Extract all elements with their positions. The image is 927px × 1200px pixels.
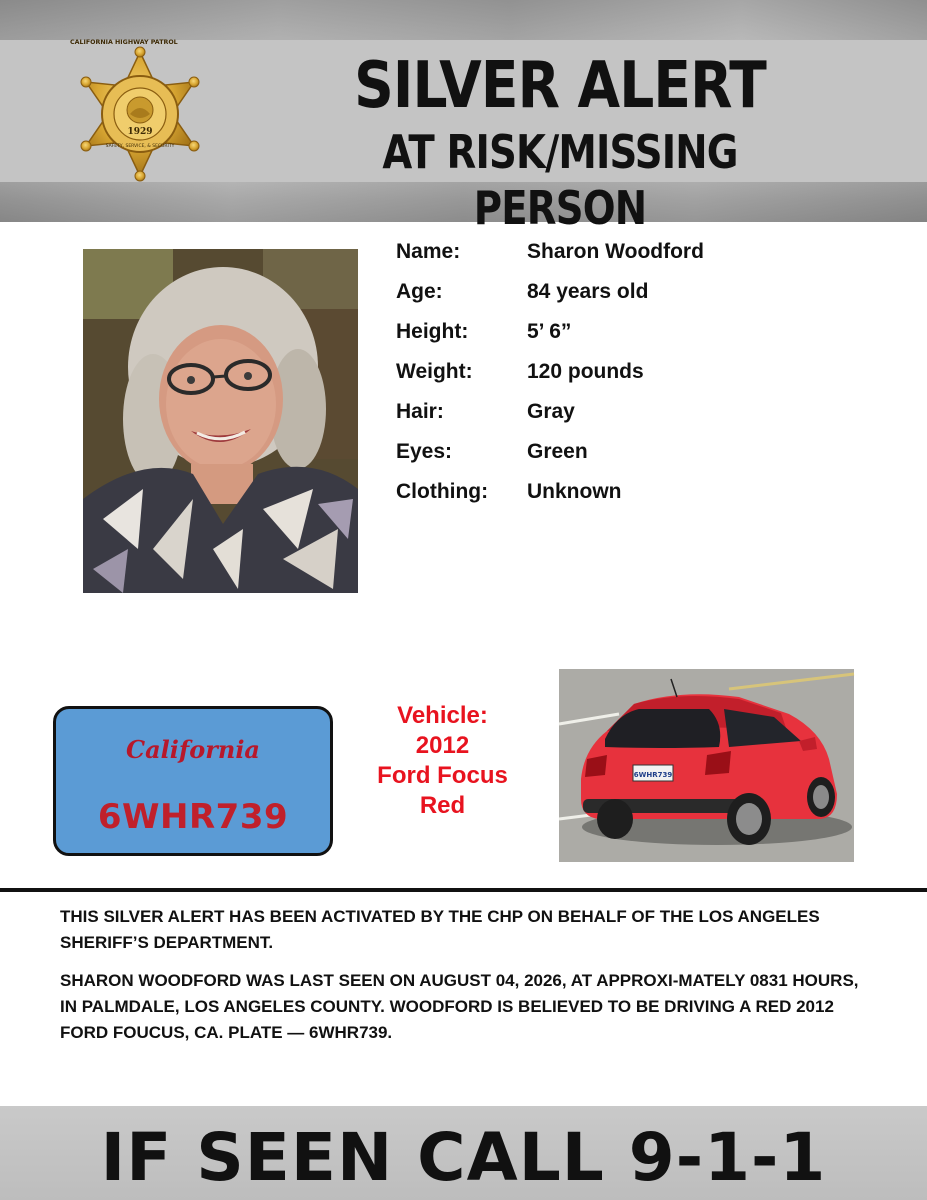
vehicle-description	[355, 701, 530, 821]
car-plate-text: 6WHR739	[633, 771, 673, 779]
vehicle-color: Red	[419, 792, 466, 819]
detail-label: Eyes:	[396, 440, 453, 463]
vehicle-heading: Vehicle:	[397, 702, 488, 729]
detail-value: Unknown	[527, 480, 622, 503]
detail-value: 84 years old	[527, 280, 649, 303]
alert-notice	[60, 904, 860, 1058]
vehicle-year: 2012	[415, 732, 470, 759]
detail-label: Hair:	[396, 400, 444, 423]
detail-value: 120 pounds	[527, 360, 644, 383]
alert-header	[0, 0, 927, 235]
badge-year: 1929	[127, 127, 153, 137]
detail-row-height	[396, 318, 876, 358]
call-banner	[0, 1106, 927, 1200]
plate-state: California	[126, 735, 260, 764]
section-divider	[0, 888, 927, 892]
detail-value: Green	[527, 440, 588, 463]
detail-label: Height:	[396, 320, 469, 343]
page-title	[250, 48, 870, 236]
detail-row-age	[396, 278, 876, 318]
call-to-action: IF SEEN CALL 9-1-1	[100, 1119, 827, 1196]
plate-number: 6WHR739	[97, 797, 289, 837]
badge-top-text: CALIFORNIA HIGHWAY PATROL	[70, 39, 178, 46]
alert-subtitle: AT RISK/MISSING PERSON	[382, 125, 738, 235]
detail-row-weight	[396, 358, 876, 398]
vehicle-model: Ford Focus	[377, 762, 508, 789]
detail-label: Clothing:	[396, 480, 489, 503]
detail-row-eyes	[396, 438, 876, 478]
detail-value: Sharon Woodford	[527, 240, 704, 263]
notice-paragraph-2: SHARON WOODFORD WAS LAST SEEN ON AUGUST 04, 2026, AT APPROXI-MATELY 0831 HOURS, IN PALMDALE, LOS ANGELES COUNTY. WOODFORD IS BELIEVED TO BE DRIVING A RED 2012 FORD FOUCUS, CA. PLATE — 6WHR739.	[60, 971, 859, 1042]
detail-label: Weight:	[396, 360, 473, 383]
detail-label: Name:	[396, 240, 461, 263]
notice-paragraph-1: THIS SILVER ALERT HAS BEEN ACTIVATED BY THE CHP ON BEHALF OF THE LOS ANGELES SHERIFF’S DEPARTMENT.	[60, 907, 820, 952]
header-top-strip	[0, 0, 927, 40]
detail-row-clothing	[396, 478, 876, 518]
badge-motto: SAFETY, SERVICE, & SECURITY	[105, 144, 175, 149]
detail-value: Gray	[527, 400, 575, 423]
detail-value: 5’ 6”	[527, 320, 572, 343]
missing-person-photo	[83, 249, 358, 593]
alert-title: SILVER ALERT	[354, 49, 766, 123]
detail-row-name	[396, 238, 876, 278]
license-plate	[53, 706, 333, 856]
red-car-photo	[559, 669, 854, 862]
detail-row-hair	[396, 398, 876, 438]
detail-label: Age:	[396, 280, 443, 303]
chp-star-badge-icon	[70, 39, 210, 184]
person-details	[396, 238, 876, 518]
